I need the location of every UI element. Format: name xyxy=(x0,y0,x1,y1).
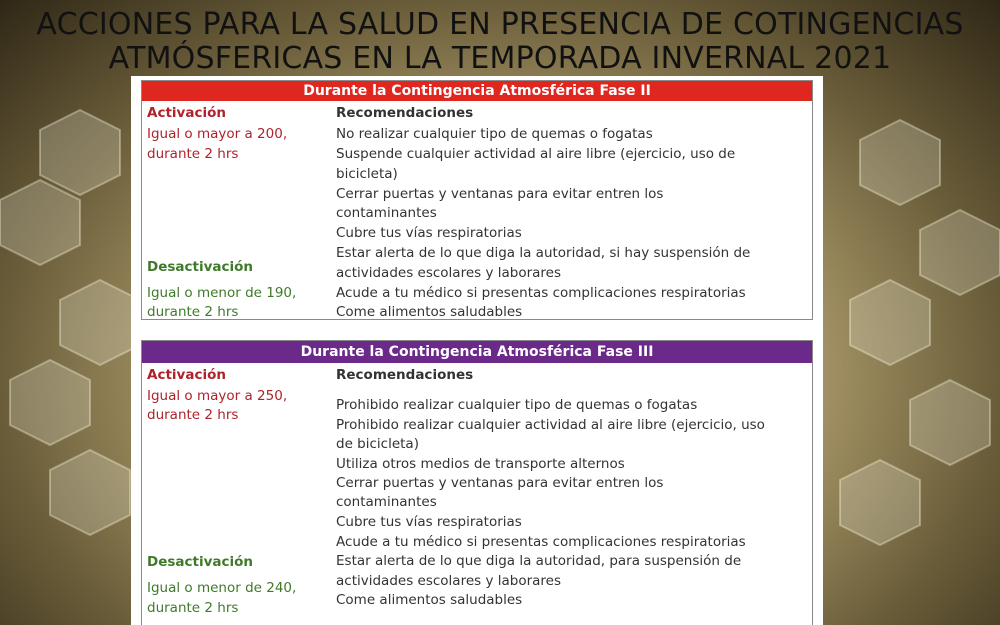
phase-2-rec-line: Cerrar puertas y ventanas para evitar entren los xyxy=(336,186,664,202)
phase-2-deactivation-line-1: Igual o menor de 190, xyxy=(147,285,297,301)
phase-2-rec-line: Estar alerta de lo que diga la autoridad, si hay suspensión de xyxy=(336,245,751,261)
phase-3-rec-line: Cubre tus vías respiratorias xyxy=(336,514,522,530)
phase-3-rec-line: Come alimentos saludables xyxy=(336,592,523,608)
phase-2-rec-line: Suspende cualquier actividad al aire libre (ejercicio, uso de xyxy=(336,146,736,162)
title-line-1: ACCIONES PARA LA SALUD EN PRESENCIA DE COTINGENCIAS xyxy=(36,7,964,42)
phase-3-rec-line: Utiliza otros medios de transporte alternos xyxy=(336,456,625,472)
phase-3-activation-line-1: Igual o mayor a 250, xyxy=(147,388,288,404)
phase-2-activation-line-2: durante 2 hrs xyxy=(147,146,239,162)
phase-2-recommendations-label: Recomendaciones xyxy=(336,105,474,121)
phase-2-rec-line: Acude a tu médico si presentas complicaciones respiratorias xyxy=(336,285,746,301)
phase-3-rec-line: Cerrar puertas y ventanas para evitar entren los xyxy=(336,475,664,491)
phase-3-rec-line: actividades escolares y laborares xyxy=(336,573,561,589)
phase-3-rec-line: de bicicleta) xyxy=(336,436,419,452)
phase-3-rec-line: contaminantes xyxy=(336,494,437,510)
phase-2-deactivation-label: Desactivación xyxy=(147,259,254,275)
phase-3-rec-line: Estar alerta de lo que diga la autoridad, para suspensión de xyxy=(336,553,742,569)
phase-2-rec-line: Cubre tus vías respiratorias xyxy=(336,225,522,241)
phase-3-deactivation-label: Desactivación xyxy=(147,554,254,570)
phase-3-activation-label: Activación xyxy=(147,367,226,383)
phase-2-activation-line-1: Igual o mayor a 200, xyxy=(147,126,288,142)
phase-3-rec-line: Prohibido realizar cualquier tipo de quemas o fogatas xyxy=(336,397,698,413)
phase-2-panel xyxy=(141,80,813,320)
phase-3-activation-line-2: durante 2 hrs xyxy=(147,407,239,423)
phase-3-rec-line: Prohibido realizar cualquier actividad al aire libre (ejercicio, uso xyxy=(336,417,765,433)
phase-3-deactivation-line-2: durante 2 hrs xyxy=(147,600,239,616)
phase-2-rec-line: Come alimentos saludables xyxy=(336,304,523,320)
phase-2-rec-line: bicicleta) xyxy=(336,166,398,182)
document-sheet xyxy=(131,76,823,625)
phase-2-activation-label: Activación xyxy=(147,105,226,121)
phase-3-panel xyxy=(141,340,813,625)
page-title xyxy=(0,8,1000,76)
phase-3-deactivation-line-1: Igual o menor de 240, xyxy=(147,580,297,596)
phase-2-deactivation-line-2: durante 2 hrs xyxy=(147,304,239,320)
phase-3-recommendations-label: Recomendaciones xyxy=(336,367,474,383)
phase-2-rec-line: actividades escolares y laborares xyxy=(336,265,561,281)
phase-3-header: Durante la Contingencia Atmosférica Fase III xyxy=(142,341,812,363)
phase-2-rec-line: contaminantes xyxy=(336,205,437,221)
phase-3-rec-line: Acude a tu médico si presentas complicaciones respiratorias xyxy=(336,534,746,550)
phase-2-rec-line: No realizar cualquier tipo de quemas o fogatas xyxy=(336,126,653,142)
title-line-2: ATMÓSFERICAS EN LA TEMPORADA INVERNAL 2021 xyxy=(108,41,892,76)
phase-2-header: Durante la Contingencia Atmosférica Fase II xyxy=(142,81,812,101)
